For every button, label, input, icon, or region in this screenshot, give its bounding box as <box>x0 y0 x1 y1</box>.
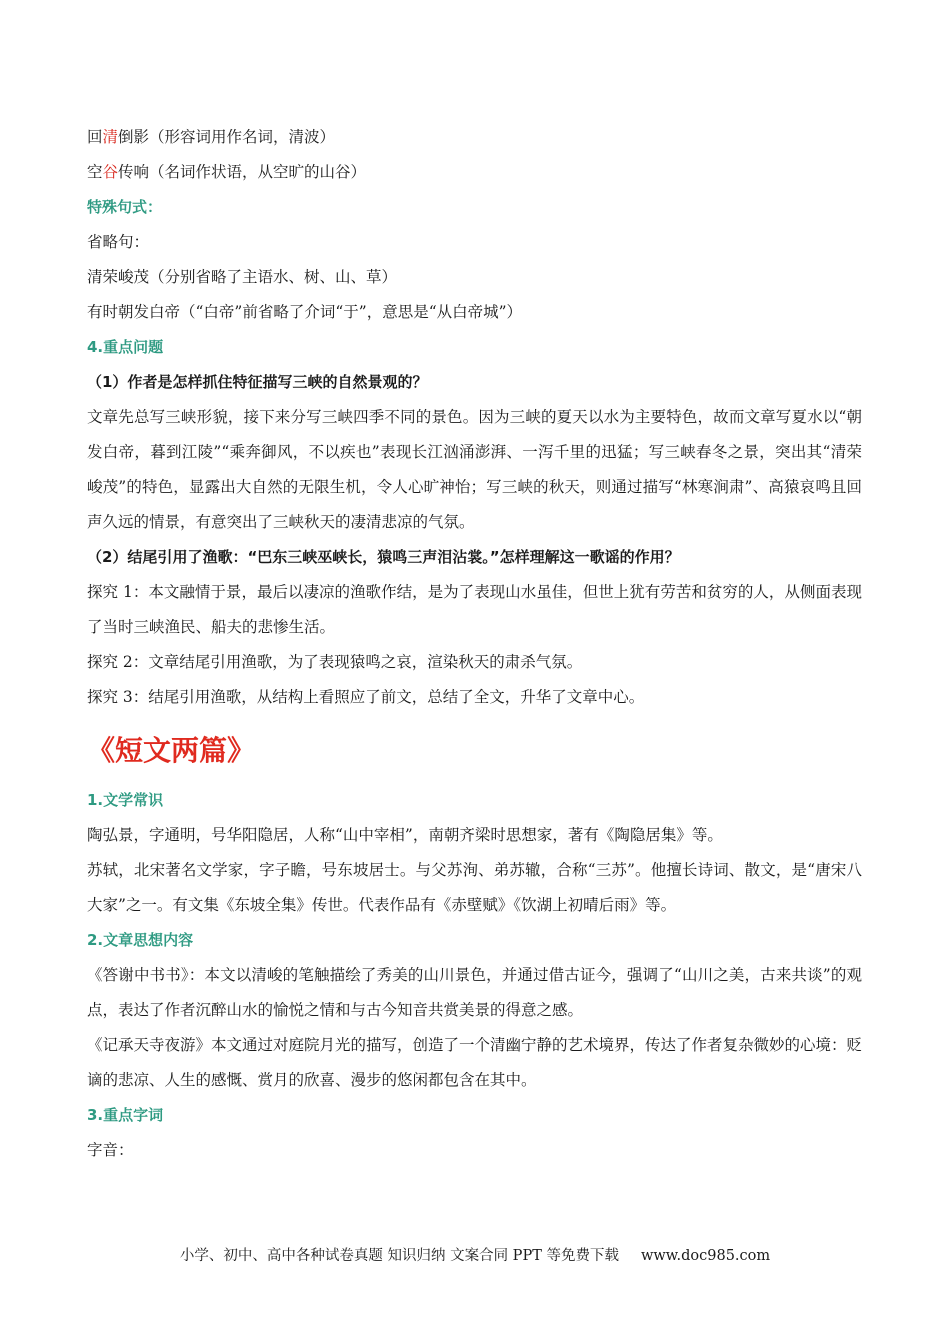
thought-para-1: 《答谢中书书》：本文以清峻的笔触描绘了秀美的山川景色，并通过借古证今，强调了“山川之美，古来共谈”的观点，表达了作者沉醉山水的愉悦之情和与古今知音共赏美景的得意之感。 <box>87 966 862 1019</box>
text: 空 <box>87 163 103 181</box>
answer-1: 文章先总写三峡形貌，接下来分写三峡四季不同的景色。因为三峡的夏天以水为主要特色，故而文章写夏水以“朝发白帝，暮到江陵”“乘奔御风，不以疾也”表现长江汹涌澎湃、一泻千里的迅猛；写三峡春冬之景，突出其“清荣峻茂”的特色，显露出大自然的无限生机，令人心旷神怡；写三峡的秋天，则通过描写“林寒涧肃”、高猿哀鸣且回声久远的情景，有意突出了三峡秋天的凄清悲凉的气氛。 <box>87 408 862 531</box>
exploration-1: 探究 1：本文融情于景，最后以凄凉的渔歌作结，是为了表现山水虽佳，但世上犹有劳苦和贫穷的人，从侧面表现了当时三峡渔民、船夫的悲惨生活。 <box>87 583 862 636</box>
text: 倒影（形容词用作名词，清波） <box>118 128 336 146</box>
literature-heading: 1.文学常识 <box>87 791 164 809</box>
special-sentence-heading: 特殊句式： <box>87 198 163 216</box>
literature-para-1: 陶弘景，字通明，号华阳隐居，人称“山中宰相”，南朝齐梁时思想家，著有《陶隐居集》等。 <box>87 826 723 844</box>
pronunciation-label: 字音： <box>87 1141 134 1159</box>
key-questions-heading: 4.重点问题 <box>87 338 164 356</box>
thought-heading: 2.文章思想内容 <box>87 931 194 949</box>
literature-para-2: 苏轼，北宋著名文学家，字子瞻，号东坡居士。与父苏洵、弟苏辙，合称“三苏”。他擅长诗词、散文，是“唐宋八大家”之一。有文集《东坡全集》传世。代表作品有《赤壁赋》《饮湖上初晴后雨》等。 <box>87 861 862 914</box>
key-words-heading: 3.重点字词 <box>87 1106 164 1124</box>
text: 传响（名词作状语，从空旷的山谷） <box>118 163 367 181</box>
footer-text: 小学、初中、高中各种试卷真题 知识归纳 文案合同 PPT 等免费下载 <box>179 1248 619 1264</box>
document-body <box>87 120 862 1168</box>
question-2: （2）结尾引用了渔歌：“巴东三峡巫峡长，猿鸣三声泪沾裳。”怎样理解这一歌谣的作用？ <box>87 548 680 566</box>
thought-para-2: 《记承天寺夜游》本文通过对庭院月光的描写，创造了一个清幽宁静的艺术境界，传达了作者复杂微妙的心境：贬谪的悲凉、人生的感慨、赏月的欣喜、漫步的悠闲都包含在其中。 <box>87 1036 863 1089</box>
omission-label: 省略句： <box>87 233 150 251</box>
section-title: 《短文两篇》 <box>87 734 256 767</box>
question-1: （1）作者是怎样抓住特征描写三峡的自然景观的？ <box>87 373 428 391</box>
highlighted-char: 清 <box>102 128 119 146</box>
example-line <box>87 120 862 155</box>
omission-example-2: 有时朝发白帝（“白帝”前省略了介词“于”，意思是“从白帝城”） <box>87 303 523 321</box>
omission-example-1: 清荣峻茂（分别省略了主语水、树、山、草） <box>87 268 398 286</box>
highlighted-char: 谷 <box>102 163 119 181</box>
footer-url[interactable]: www.doc985.com <box>640 1248 771 1264</box>
exploration-3: 探究 3：结尾引用渔歌，从结构上看照应了前文，总结了全文，升华了文章中心。 <box>87 688 645 706</box>
page-footer <box>0 1244 950 1265</box>
exploration-2: 探究 2：文章结尾引用渔歌，为了表现猿鸣之哀，渲染秋天的肃杀气氛。 <box>87 653 583 671</box>
example-line <box>87 155 862 190</box>
text: 回 <box>87 128 103 146</box>
